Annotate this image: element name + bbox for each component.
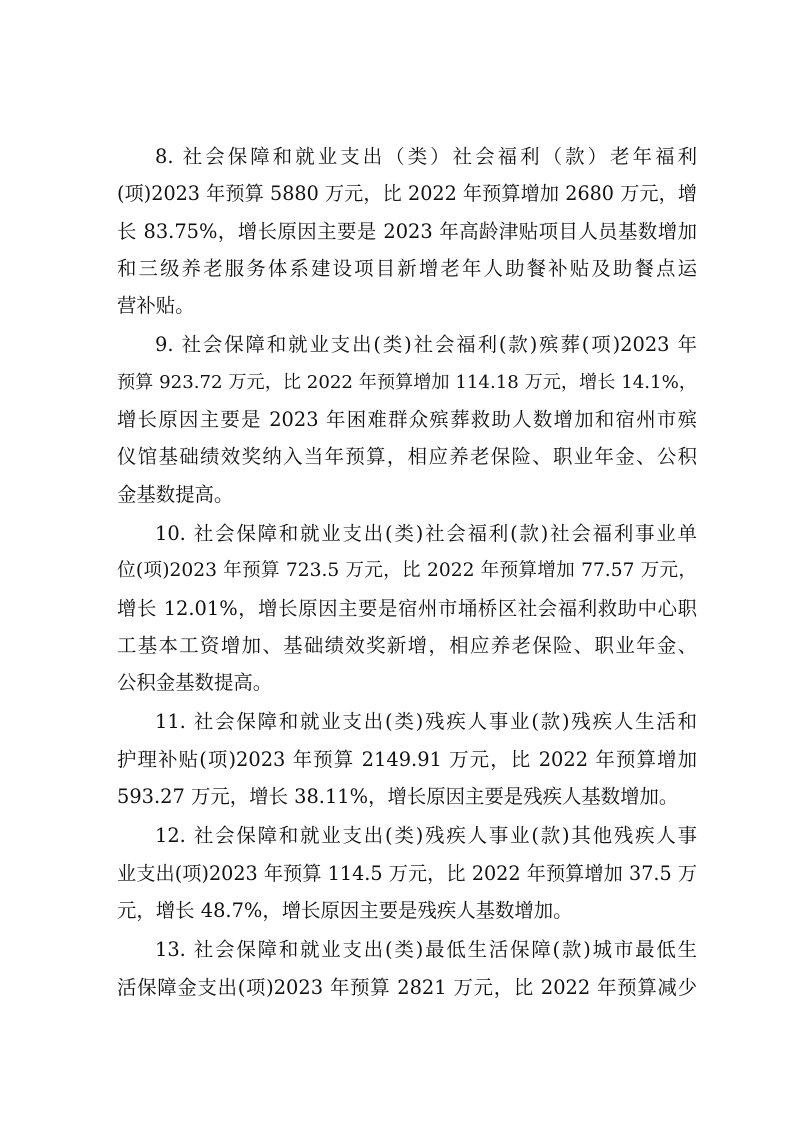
text-line: 业支出(项)2023 年预算 114.5 万元，比 2022 年预算增加 37.5 万 (117, 861, 697, 885)
paragraph-10 (117, 515, 697, 701)
text-line: 和三级养老服务体系建设项目新增老年人助餐补贴及助餐点运 (117, 256, 697, 280)
text-line: 10. 社会保障和就业支出(类)社会福利(款)社会福利事业单 (155, 521, 697, 545)
paragraph-9 (117, 326, 697, 512)
text-line: 长 83.75%，增长原因主要是 2023 年高龄津贴项目人员基数增加 (117, 219, 697, 243)
text-line: 593.27 万元，增长 38.11%，增长原因主要是残疾人基数增加。 (117, 785, 679, 809)
paragraph-13 (117, 931, 697, 1006)
paragraph-12 (117, 817, 697, 929)
text-line: 元，增长 48.7%，增长原因主要是残疾人基数增加。 (117, 898, 573, 922)
text-line: 12. 社会保障和就业支出(类)残疾人事业(款)其他残疾人事 (155, 824, 697, 848)
text-line: 护理补贴(项)2023 年预算 2149.91 万元，比 2022 年预算增加 (117, 747, 697, 771)
text-line: 13. 社会保障和就业支出(类)最低生活保障(款)城市最低生 (155, 938, 697, 962)
text-line: 活保障金支出(项)2023 年预算 2821 万元，比 2022 年预算减少 (117, 975, 697, 999)
document-body (117, 138, 697, 1008)
text-line: 11. 社会保障和就业支出(类)残疾人事业(款)残疾人生活和 (155, 710, 697, 734)
text-line: 金基数提高。 (117, 482, 234, 506)
text-line: 增长原因主要是 2023 年困难群众殡葬救助人数增加和宿州市殡 (117, 408, 697, 432)
text-line: 预算 923.72 万元，比 2022 年预算增加 114.18 万元，增长 14.1%， (117, 371, 697, 393)
paragraph-11 (117, 703, 697, 815)
text-line: 公积金基数提高。 (117, 671, 273, 695)
text-line: 位(项)2023 年预算 723.5 万元，比 2022 年预算增加 77.57 万元， (117, 560, 697, 582)
text-line: 增长 12.01%，增长原因主要是宿州市埇桥区社会福利救助中心职 (117, 596, 697, 620)
text-line: 工基本工资增加、基础绩效奖新增，相应养老保险、职业年金、 (117, 633, 697, 657)
text-line: 9. 社会保障和就业支出(类)社会福利(款)殡葬(项)2023 年 (155, 333, 697, 357)
paragraph-8 (117, 138, 697, 324)
text-line: 仪馆基础绩效奖纳入当年预算，相应养老保险、职业年金、公积 (117, 445, 697, 469)
text-line: (项)2023 年预算 5880 万元，比 2022 年预算增加 2680 万元，增 (117, 182, 697, 206)
text-line: 营补贴。 (117, 294, 195, 318)
text-line: 8. 社会保障和就业支出（类）社会福利（款）老年福利 (155, 145, 697, 168)
